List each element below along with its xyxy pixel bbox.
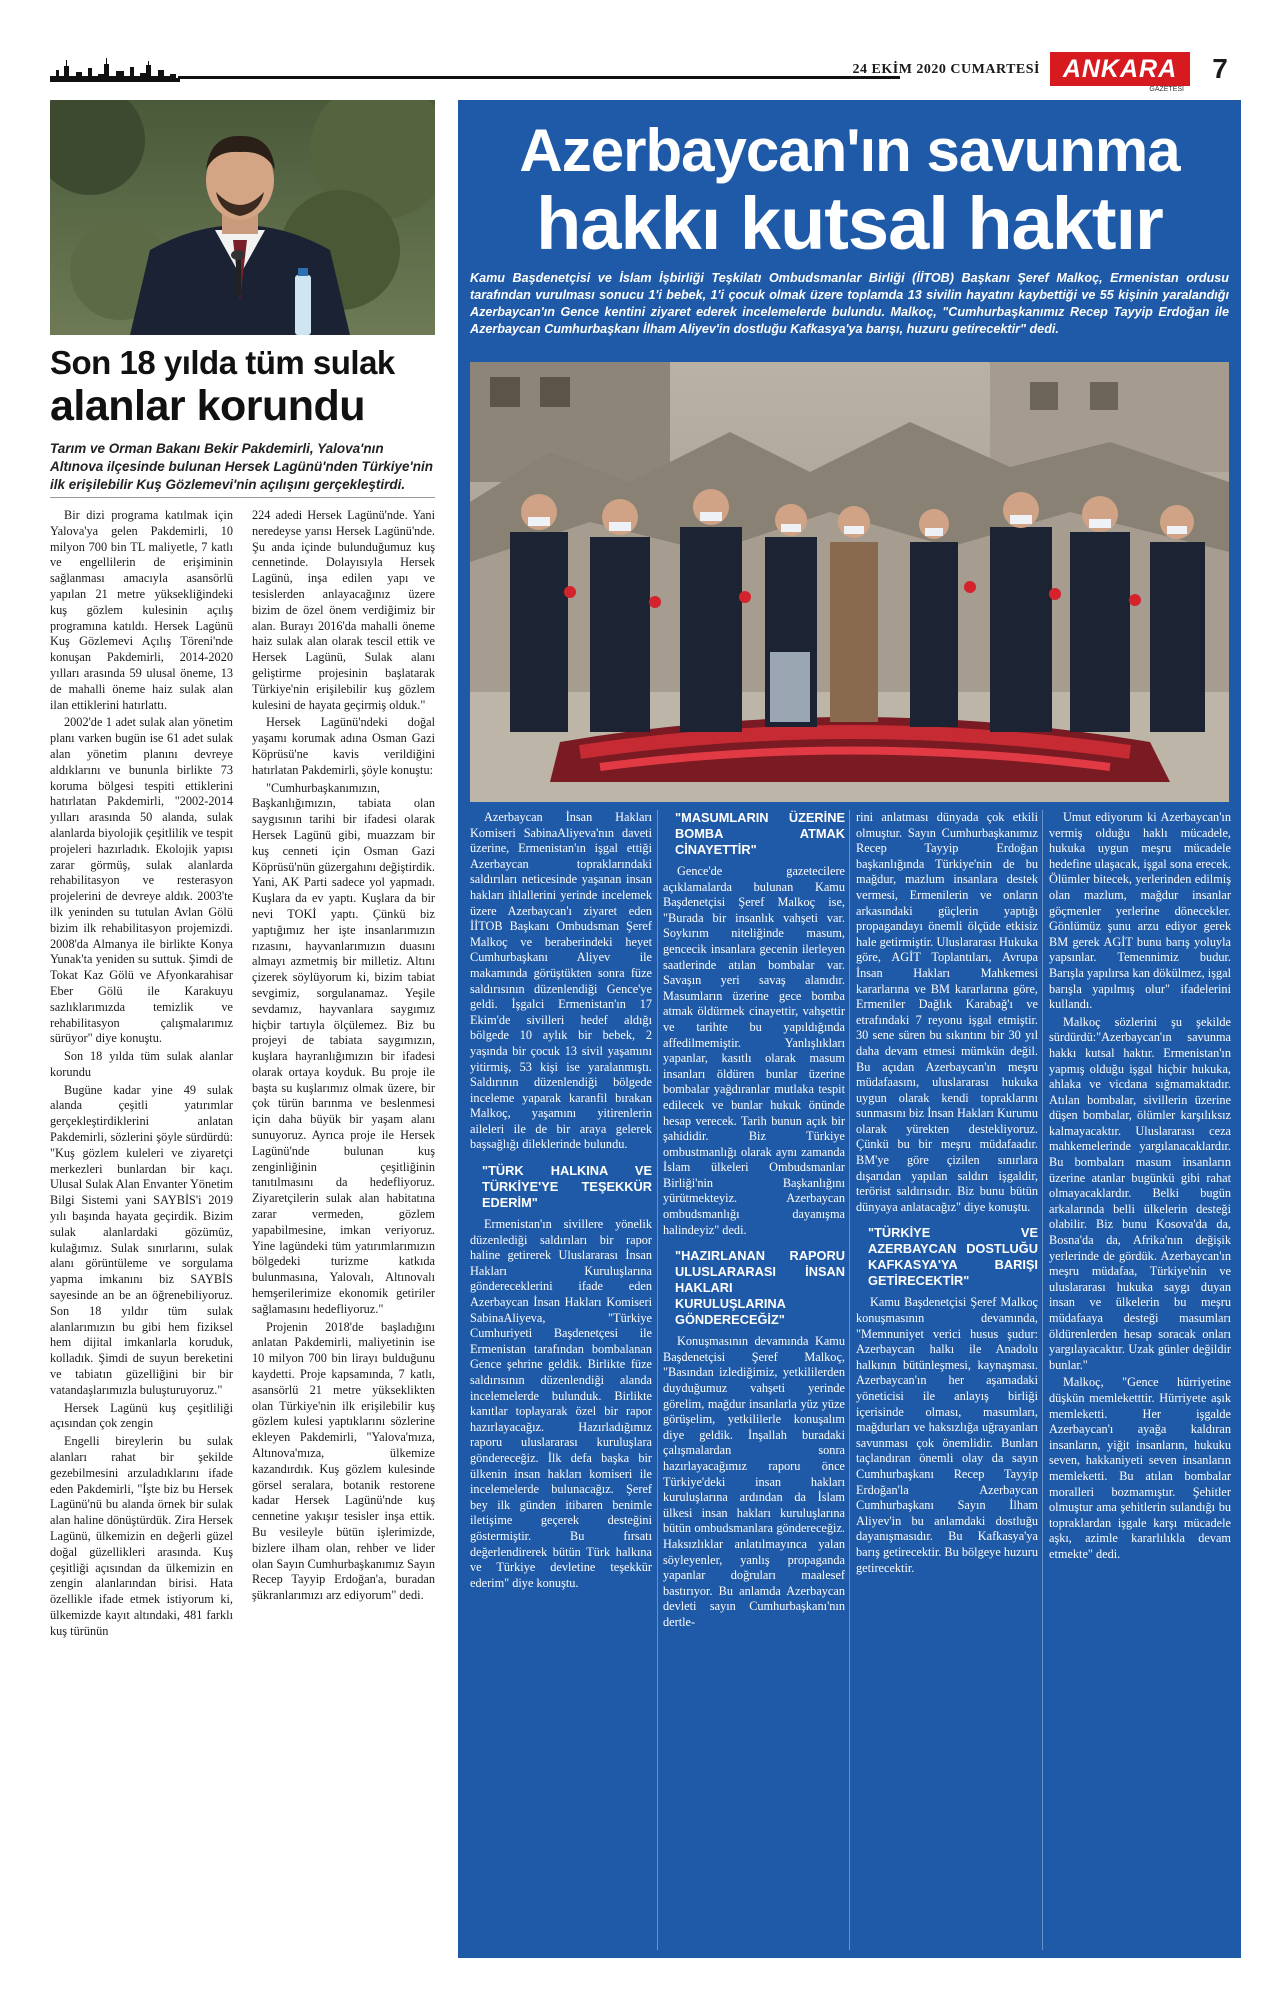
paragraph: Engelli bireylerin bu sulak alanları rahat bir şekilde gezebilmesini arzuladıklarını ifade eden Pakdemirli, "İşte biz bu Hersek Lagünü'nü bu alanda örnek bir sulak alan haline dönüştürdük. Zira Hersek Lagünü, ülkemizin en değerli güzel doğal güzellikleri arasında. Kuş çeşitliği açısından da ülkemizin en zengin alanlarından birisi. Hata özellikle ifade etmek istiyorum ki, ülkemizde kayıt altındaki, 481 farklı kuş türünün <box>50 1434 233 1638</box>
issue-date: 24 EKİM 2020 CUMARTESİ <box>852 62 1040 77</box>
masthead-rule <box>178 76 900 79</box>
paragraph: Projenin 2018'de başladığını anlatan Pakdemirli, maliyetinin ise 10 milyon 700 bin lirayı bulduğunu kaydetti. Proje kapsamında, 7 katlı, asansörlü 21 metre yükseklikten olan Türkiye'nin ilk erişilebilir kuş gözlem kulesi yaptıklarını sözlerine ekleyen Pakdemirli, "Yalova'mıza, Altınova'mıza, ülkemize kazandırdık. Kuş gözlem kulesinde görsel seralara, botanik restorene kadar Hersek Lagünü'nde kuş cennetine yakışır tesisler inşa ettik. Bu vesileyle bütün işlerimizde, bizlere ilham olan, rehber ve lider olan Sayın Cumhurbaşkanımız Sayın Recep Tayyip Erdoğan'a, buradan şükranlarımızı arz ediyorum" dedi. <box>252 1319 435 1603</box>
paragraph: Azerbaycan İnsan Hakları Komiseri SabinaAliyeva'nın daveti üzerine, Ermenistan'ın işgal ettiği Azerbaycan topraklarındaki saldırıları neticesinde yaşanan insan hakları ihlallerini yerinde incelemek üzere Azerbaycan'ı ziyaret eden İİTOB Başkanı Ombudsman Şeref Malkoç ve beraberindeki heyet Cumhurbaşkanı Aliyev ile makamında görüştükten sonra füze saldırısının düzenlendiği Gence'ye geldi. İşgalci Ermenistan'ın 17 Ekim'de sivilleri hedef aldığı bölgede 10 aylık bir bebek, 2 yaşında bir çocuk 13 sivil yaşamını yitirmiş, 53 kişi ise yaralanmıştı. Saldırının düzenlendiği bölgede inceleme yaparak karanfil bırakan Malkoç, yaşamını yitirenlerin aileleri ile de bir araya gelerek başsağlığı dileklerinde bulundu. <box>470 810 652 1152</box>
paragraph: Bir dizi programa katılmak için Yalova'ya gelen Pakdemirli, 10 milyon 700 bin TL maliyetle, 7 katlı ve engellilerin de erişiminin sağlanması amacıyla asansörlü yapılan 21 metre yüksekliğindeki kuş gözlem kulesinin açılış programına katıldı. Hersek Lagünü Kuş Gözlemevi Açılış Töreni'nde konuşan Pakdemirli, 2014-2020 yılları arasında 59 ulusal öneme, 13 de mahalli öneme haiz sulak alan ilan ettiklerini hatırlattı. <box>50 508 233 712</box>
feature-headline <box>468 118 1231 264</box>
feature-column-1 <box>470 810 652 1950</box>
paragraph: "Cumhurbaşkanımızın, Başkanlığımızın, tabiata olan saygısının tarihi bir ifadesi olarak Hersek Lagünü gibi, muazzam bir kuş cenneti için Osman Gazi Köprüsü'nün güzergahını değiştirdik. Yani, AK Parti sadece yol yapmadı. Kuşlara da ev yaptı. Kuşlara da bir nevi TOKİ yaptı. Çünkü biz yaptığımız her işte insanlarımızın rızasını, hayvanlarımızın duasını almayı azmetmiş bir milletiz. Altını çizerek söylüyorum ki, bizim tabiat sevgimiz, sorgulanamaz. Yeşile sevdamız, hayvanlara saygımız hiçbir tartıyla ölçülemez. Biz bu projeyi de tabiata saygımızın, kuşlara hayranlığımızın bir ifadesi olarak ortaya koyduk. Bu proje ile başta su kuşlarımız olmak üzere, bir çok türün barınma ve beslenmesi için daha büyük bir yaşam alanı sunuyoruz. Ayrıca proje ile Hersek Lagünü'nde bulunan kuş zenginliğinin çeşitliğinin tanıtılmasını da hedefliyoruz. Ziyaretçilerin sulak alan habitatına zarar vermeden, gözlem yapabilmesine, imkan veriyoruz. Yine lagündeki tüm yatırımlarımızın bölgedeki turizme katkıda bulunmasına, Yalovalı, Altınovalı hemşerilerimize ekonomik getiriler sağlamasını hedefliyoruz." <box>252 780 435 1316</box>
masthead <box>50 50 1240 93</box>
subheading: Hersek Lagünü kuş çeşitliliği açısından çok zengin <box>50 1400 233 1431</box>
left-deck: Tarım ve Orman Bakanı Bekir Pakdemirli, Yalova'nın Altınova ilçesinde bulunan Hersek Lagünü'nden Türkiye'nin ilk erişilebilir Kuş Gözlemevi'nin açılışını gerçekleştirdi. <box>50 441 433 492</box>
left-headline-line1: Son 18 yılda tüm sulak <box>50 344 395 381</box>
paragraph: Kamu Başdenetçisi Şeref Malkoç konuşmasının devamında, "Memnuniyet verici husus şudur: Azerbaycan halkı ile Anadolu halkının bütünleşmesi, kaynaşması. Azerbaycan'ın her aşamadaki yöneticisi ile anlayış birliği içerisinde olması, masumları, mağdurları ve haksızlığa uğrayanları savunması çok önemlidir. Bunları taçlandıran önemli olay da sayın Cumhurbaşkanı Recep Tayyip Erdoğan'la Azerbaycan Cumhurbaşkanı Sayın İlham Aliyev'in bu anlamdaki dostluğu dayanışmasıdır. Bu Kafkasya'ya barış getirecektir. Bu bölgeye huzuru getirecektir. <box>856 1295 1038 1575</box>
left-column-1 <box>50 508 233 1958</box>
paragraph: Malkoç, "Gence hürriyetine düşkün memleketttir. Hürriyete aşık memleketti. Her işgalde Azerbaycan'ı ayağa kaldıran insanların, yiğit insanların, hukuku seven, hakkaniyeti seven insanların memleketti. Bu atılan bombalar moralleri bozmamıştır. Şehitler olmuştur ama şehitlerin sulandığı bu topraklardan işgale karşı mücadele aşkı, azimle kararlılıkla devam etmekte" dedi. <box>1049 1375 1231 1561</box>
feature-headline-line2: hakkı kutsal haktır <box>536 182 1163 265</box>
city-skyline-icon <box>50 56 180 82</box>
delegation-photo <box>470 362 1229 802</box>
paragraph: Hersek Lagünü'ndeki doğal yaşamı korumak adına Osman Gazi Köprüsü'ne kavis verildiğini hatırlatan Pakdemirli, şöyle konuştu: <box>252 715 435 777</box>
newspaper-logo: ANKARA <box>1050 52 1190 86</box>
feature-column-4 <box>1049 810 1231 1950</box>
paragraph: Malkoç sözlerini şu şekilde sürdürdü:"Azerbaycan'ın savunma hakkı kutsal haktır. Ermenistan'ın yapmış olduğu işgal hiçbir hukuka, ahlaka ve vicdana sığmamaktadır. Atılan bombalar, sivillerin üzerine düşen bombalar, ölümler karşılıksız kalmayacaktır. Uluslararası ceza mahkemelerinde yargılanacaklardır. Bu bombaları masum insanların üzerine atanlar bugünkü gibi rahat olmayacaklardır. Belki bugün arkalarında belli ülkelerin desteği olabilir. Biz bunu Kosova'da da, Bosna'da da, Afrika'nın değişik yerlerinde de gördük. Azerbaycan'ın meşru müdafaa, Türkiye'nin ve uluslararası hukuka saygı duyan insan ve ülkelerin bu meşru müdafaaya desteği masumları öldürenlerden hesap soracak onları yargılayacaktır. Uzak günler değildir bunlar." <box>1049 1014 1231 1372</box>
paragraph: Bugüne kadar yine 49 sulak alanda çeşitli yatırımlar gerçekleştirdiklerini anlatan Pakdemirli, sözlerini şöyle sürdürdü: "Kuş gözlem kuleleri ve ziyaretçi merkezleri bunlardan bir kaçı. Ulusal Sulak Alan Envanter Yönetim Bilgi Sistemi yani SAYBİS'i 2019 yılı başında hayata geçirdik. Bizim sulak alanlardaki gözümüz, kulağımız. Sulak sınırlarını, sulak alanı görüntüleme ve sorgulama yapma imkanını biz SAYBİS sayesinde an be an öğrenebiliyoruz. Son 18 yıldır tüm sulak alanlarımızın bu gibi hem fiziksel hem dijital imkanlarla koruduk, kolladık. Şimdi de suyun bereketini ve tabiatın güzelliğini bir bir vatandaşlarımızla buluşturuyoruz." <box>50 1082 233 1397</box>
left-headline <box>50 344 435 430</box>
feature-column-3 <box>856 810 1038 1950</box>
left-column-2 <box>252 508 435 1958</box>
paragraph: rini anlatması dünyada çok etkili olmuştur. Sayın Cumhurbaşkanımız Recep Tayyip Erdoğan başkanlığında Türkiye'nin de bu mağdur, mazlum insanlara destek vermesi, Ermenilerin ve onların arkasındaki güçlerin yaptığı propagandayı önemli ölçüde etkisiz hale getirmiştir. Uluslararası Hukuka göre, AGİT Toplantıları, Avrupa İnsan Hakları Mahkemesi kararlarına ve BM kararlarına göre, Ermeniler Dağlık Karabağ'ı ve etrafındaki 7 reyonu işgal etmiştir. 30 sene süren bu sıkıntını bir 30 yıl daha devam etmesi mümkün değil. Bu açıdan Azerbaycan'ın meşru müdafaasını, uluslararası hukuka uygun olarak kendi topraklarını sunmasını biz İnsan Hakları Kurumu olarak yürekten destekliyoruz. Çünkü bu bir meşru müdafaadır. BM'ye göre çizilen sınırlara dışarıdan yapılan saldırı işgaldir, terörist saldırısıdır. Biz bunu bütün dünyaya anlatacağız" diye konuştu. <box>856 810 1038 1214</box>
subheading: "TÜRK HALKINA VE TÜRKİYE'YE TEŞEKKÜR EDERİM" <box>482 1163 652 1211</box>
subheading: "MASUMLARIN ÜZERİNE BOMBA ATMAK CİNAYETTİR" <box>675 810 845 857</box>
newspaper-logo-sub: GAZETESİ <box>1149 86 1184 93</box>
paragraph: 2002'de 1 adet sulak alan yönetim planı varken bugün ise 61 adet sulak alan yönetim planını devreye aldıklarını ve bununla birlikte 73 koruma bölgesi tespiti ettiklerini hatırlatan Pakdemirli, "2002-2014 yılları arasında 50 alanda, sulak alanlarda biyolojik çeşitlilik ve tespit projeleri hazırladık. Ekolojik yapısı zarar görmüş, sulak alanlarda rehabilitasyon ve resterasyon projelerini de devreye aldık. 2003'te ilk yeninden su tutulan Avlan Gölü bizim ilk rehabilitasyon projemizdi. 2008'da Almanya ile birlikte Konya Yunak'ta yeniden su suttuk. Şimdi de Tokat Kaz Gölü ve Afyonkarahisar Eber Gölü ile Karakuyu sazlıklarımızda temizlik ve rehabilitasyon çalışmalarımız sürüyor" diye konuştu. <box>50 715 233 1046</box>
feature-deck: Kamu Başdenetçisi ve İslam İşbirliği Teşkilatı Ombudsmanlar Birliği (İİTOB) Başkanı Şeref Malkoç, Ermenistan ordusu tarafından vurulması sonucu 1'i bebek, 1'i çocuk olmak üzere toplamda 13 sivilin hayatını kaybettiği ve 55 kişinin yaralandığı Azerbaycan'ın Gence kentini ziyaret ederek incelemelerde bulundu. Malkoç, "Cumhurbaşkanımız Recep Tayyip Erdoğan ile Azerbaycan Cumhurbaşkanı İlham Aliyev'in dostluğu Kafkasya'ya barışı, huzuru getirecektir" dedi. <box>470 271 1229 336</box>
feature-column-2 <box>663 810 845 1950</box>
page-number: 7 <box>1212 53 1228 84</box>
feature-headline-line1: Azerbaycan'ın savunma <box>519 117 1180 184</box>
subheading: Son 18 yılda tüm sulak alanlar korundu <box>50 1049 233 1079</box>
feature-panel <box>458 100 1241 1958</box>
paragraph: Ermenistan'ın sivillere yönelik düzenlediği saldırıları bir rapor haline getirerek Uluslararası İnsan Hakları Kuruluşlarına göndereceklerini ifade eden Azerbaycan İnsan Hakları Komiseri SabinaAliyeva, "Türkiye Cumhuriyeti Başdenetçesi ile Ermenistan tarafından bombalanan Gence şehrine geldik. Birlikte füze saldırısının düzenlendiği alanda incelemelerde bulunduk. Birlikte kanıtlar toplayarak özel bir rapor hazırlayacağız. Hazırladığımız raporu uluslararası kuruluşlara göndereceğiz. İlk defa başka bir ülkenin insan hakları komiseri ile incelemelerde bulunacağız. Şeref bey ilk günden itibaren benimle iletişime geçerek desteğini göstermiştir. Bu fırsatı değerlendirerek bütün Türk halkına ve Türkiye devletine teşekkür ederim" diye konuştu. <box>470 1217 652 1590</box>
minister-photo <box>50 100 435 335</box>
column-divider <box>1042 810 1043 1950</box>
paragraph: Konuşmasının devamında Kamu Başdenetçisi Şeref Malkoç, "Basından izlediğimiz, yetkililerden duyduğumuz vahşeti yerinde görelim, mağdur insanlarla yüz yüze görüşelim, yetkililerle konuşalım diye geldik. İnşallah buradaki çalışmalardan sonra hazırlayacağımız raporu önce Türkiye'deki insan hakları kuruluşlarına ardından da İslam ülkesi insan hakları kuruluşlarına bütün ombudsmanlara göndereceğiz. Haksızlıklar anlatılmayınca yalan söyleyenler, yanlış propaganda yapanlar doğruları maalesef bastırıyor. Bu anlamda Azerbaycan devleti sayın Cumhurbaşkanı'nın dertle- <box>663 1334 845 1629</box>
left-divider <box>50 497 435 498</box>
subheading: "TÜRKİYE VE AZERBAYCAN DOSTLUĞU KAFKASYA'YA BARIŞI GETİRECEKTİR" <box>868 1225 1038 1289</box>
paragraph: Gence'de gazetecilere açıklamalarda bulunan Kamu Başdenetçisi Şeref Malkoç ise, "Burada bir insanlık vahşeti var. Soykırım niteliğinde masum, gencecik insanlara gecenin ilerleyen saatlerinde atılan bombalar var. Savaşın yeri savaş alanıdır. Masumların üzerine gece bomba atmak öldürmek cinayettir, vahşettir ve tarihte bu yapıldığında affedilmemiştir. Yanlışlıkları yapanlar, kasıtlı olarak masum insanları öldüren bunlar üzerine bombalar yağdıranlar mutlaka tespit edilecek ve bunlar hukuk önünde hesap verecek. Tarih bunun açık bir şahididir. Biz Türkiye ombustmanlığı olarak aynı zamanda İslam ülkeleri Ombudsmanlar Birliği'nin Başkanlığını yürütmekteyiz. Azerbaycan ombudsmanlığı dayanışma halindeyiz" dedi. <box>663 864 845 1237</box>
paragraph: Umut ediyorum ki Azerbaycan'ın vermiş olduğu haklı mücadele, hukuka uygun meşru mücadele hedefine ulaşacak, işgal sona erecek. Ölümler bitecek, yerlerinden edilmiş olan mazlum, mağdur insanlar göçmenler yerlerine dönecekler. Gönlümüz şunu arzu ediyor gerek BM gerek AGİT bunu barış yoluyla yapsınlar. Temennimiz budur. Barışla yapılırsa kan dökülmez, işgal barışla yapılmış olur" ifadelerini kullandı. <box>1049 810 1231 1012</box>
column-divider <box>849 810 850 1950</box>
left-headline-line2: alanlar korundu <box>50 382 366 430</box>
column-divider <box>657 810 658 1950</box>
subheading: "HAZIRLANAN RAPORU ULUSLARARASI İNSAN HAKLARI KURULUŞLARINA GÖNDERECEĞİZ" <box>675 1248 845 1328</box>
paragraph: 224 adedi Hersek Lagünü'nde. Yani neredeyse yarısı Hersek Lagünü'nde. Şu anda içinde bulunduğumuz kuş cennetinde. Dolayısıyla Hersek Lagünü, inşa edilen yapı ve tesislerden anlayacağınız üzere bizim de özel önem verdiğimiz bir alan. Burayı 2016'da mahalli öneme haiz sulak alan olarak tescil ettik ve Hersek Lagünü, Sulak alanı geliştirme projesinin başlatarak Türkiye'nin erişilebilir kuş gözlem kulesini de hayata geçirmiş olduk." <box>252 508 435 712</box>
